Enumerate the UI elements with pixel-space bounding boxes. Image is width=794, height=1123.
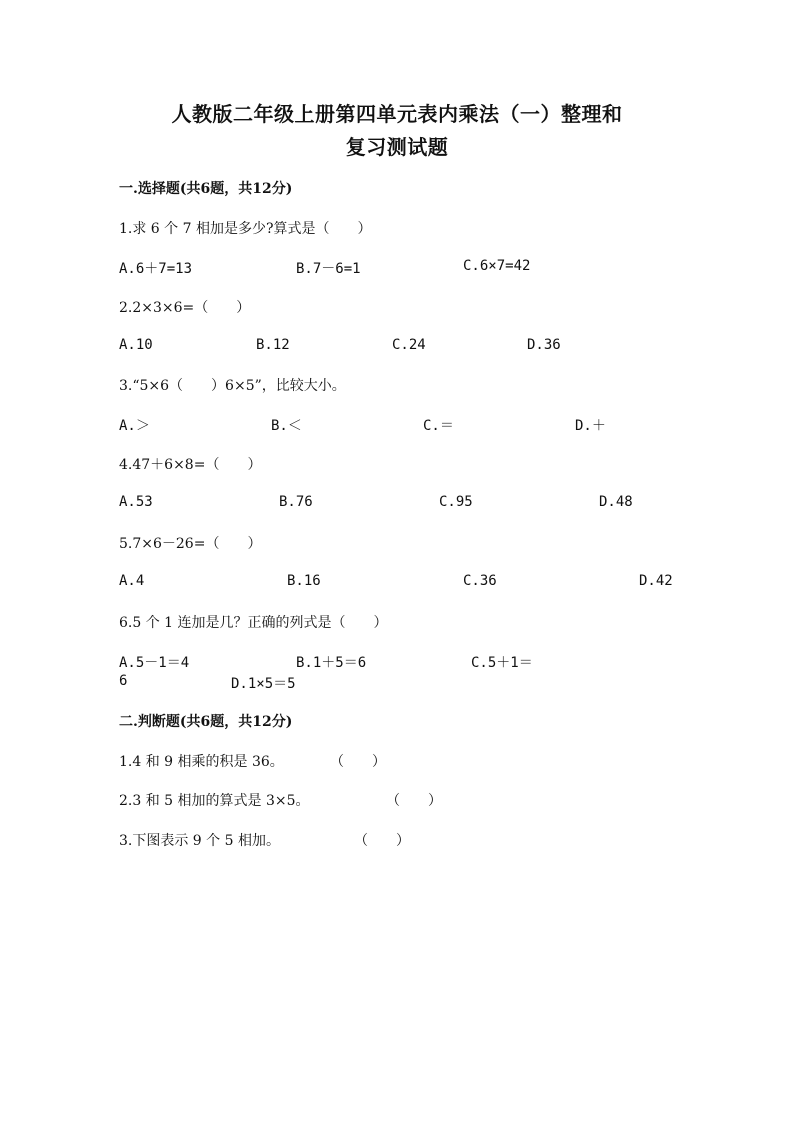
option-d: D.36	[527, 337, 561, 353]
option-a: A.4	[119, 573, 145, 589]
question-1: 1.求 6 个 7 相加是多少?算式是（ ）	[119, 221, 372, 237]
option-a: A.＞	[119, 418, 150, 434]
option-b: B.12	[256, 337, 290, 353]
option-c: C.5＋1＝	[471, 655, 533, 671]
option-d: D.48	[599, 494, 633, 510]
option-d: D.＋	[575, 418, 606, 434]
option-c: C.24	[392, 337, 426, 353]
question-4: 4.47＋6×8=（ ）	[119, 457, 262, 473]
option-c-continued: 6	[119, 673, 128, 689]
option-c: C.＝	[423, 418, 454, 434]
option-c: C.95	[439, 494, 473, 510]
section-heading-choice: 一.选择题(共6题，共12分)	[119, 181, 293, 197]
option-d: D.1×5＝5	[231, 676, 296, 692]
option-b: B.16	[287, 573, 321, 589]
option-c: C.6×7=42	[463, 258, 531, 274]
judgement-1: 1.4 和 9 相乘的积是 36。	[119, 754, 284, 770]
question-2: 2.2×3×6=（ ）	[119, 300, 251, 316]
option-b: B.1＋5＝6	[296, 655, 367, 671]
option-b: B.76	[279, 494, 313, 510]
page-title-line-1: 人教版二年级上册第四单元表内乘法（一）整理和	[171, 102, 623, 126]
answer-blank: （ ）	[330, 754, 386, 770]
judgement-2: 2.3 和 5 相加的算式是 3×5。	[119, 793, 310, 809]
option-a: A.6＋7=13	[119, 261, 193, 277]
option-c: C.36	[463, 573, 497, 589]
option-b: B.＜	[271, 418, 302, 434]
answer-blank: （ ）	[354, 833, 410, 849]
judgement-3: 3.下图表示 9 个 5 相加。	[119, 833, 280, 849]
option-a: A.5－1＝4	[119, 655, 190, 671]
option-a: A.53	[119, 494, 153, 510]
option-b: B.7－6=1	[296, 261, 361, 277]
question-6: 6.5 个 1 连加是几？正确的列式是（ ）	[119, 615, 388, 631]
option-d: D.42	[639, 573, 673, 589]
question-3: 3.“5×6（ ）6×5”，比较大小。	[119, 378, 346, 394]
page-title-line-2: 复习测试题	[345, 135, 449, 159]
answer-blank: （ ）	[386, 793, 442, 809]
section-heading-judgement: 二.判断题(共6题，共12分)	[119, 714, 293, 730]
question-5: 5.7×6－26=（ ）	[119, 536, 262, 552]
option-a: A.10	[119, 337, 153, 353]
